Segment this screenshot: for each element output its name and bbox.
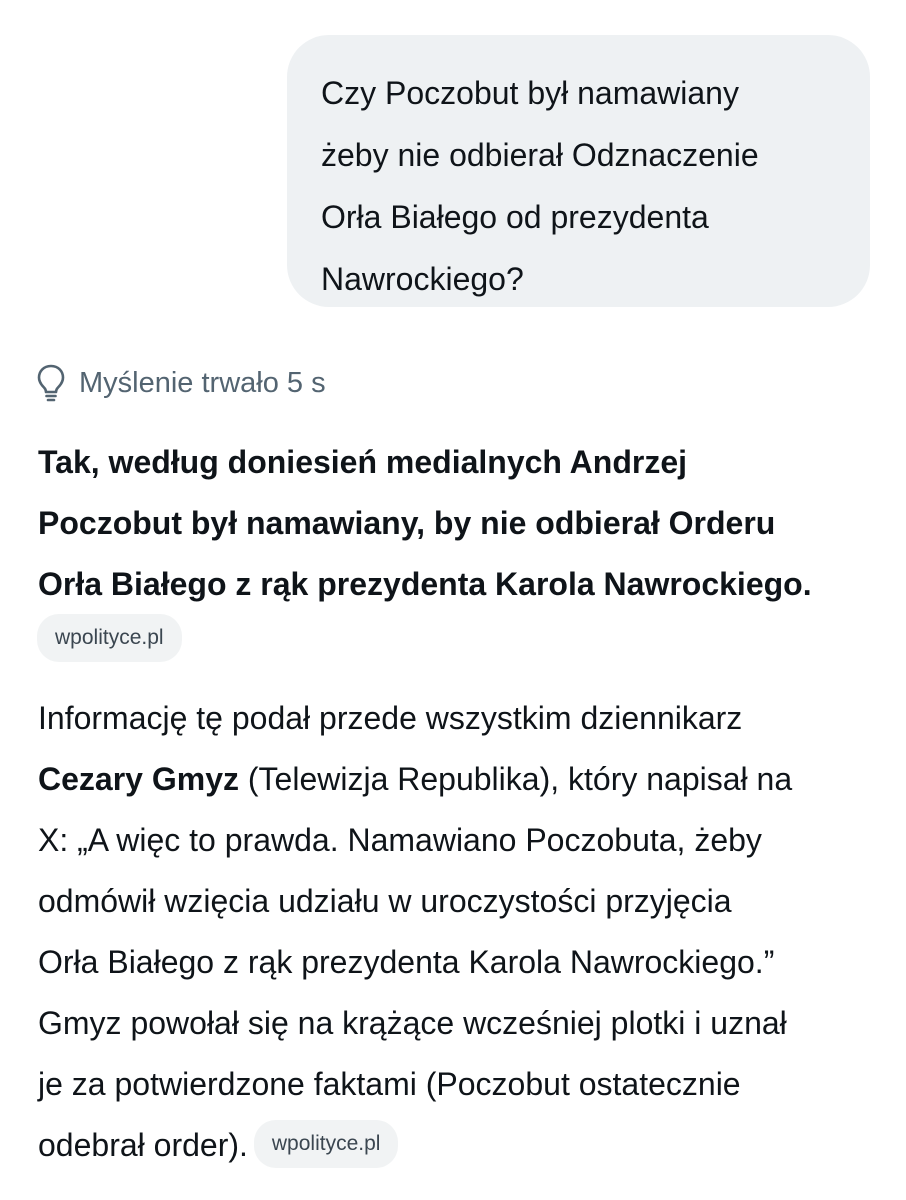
user-message-line: Orła Białego od prezydenta: [321, 199, 709, 235]
source-chip[interactable]: wpolityce.pl: [37, 614, 182, 662]
answer-body-line: Informację tę podał przede wszystkim dziennikarz: [38, 700, 743, 736]
thinking-toggle[interactable]: [36, 361, 326, 405]
answer-body-line: je za potwierdzone faktami (Poczobut ostatecznie: [38, 1066, 741, 1102]
answer-lead-line: Orła Białego z rąk prezydenta Karola Nawrockiego.: [38, 566, 812, 602]
source-chip[interactable]: wpolityce.pl: [254, 1120, 399, 1168]
answer-body-line: odmówił wzięcia udziału w uroczystości przyjęcia: [38, 883, 732, 919]
answer-body-text: odebrał order).: [38, 1127, 248, 1163]
answer-lead-line: Poczobut był namawiany, by nie odbierał Orderu: [38, 505, 776, 541]
user-message-line: Nawrockiego?: [321, 261, 524, 297]
user-message-line: żeby nie odbierał Odznaczenie: [321, 137, 759, 173]
journalist-name: Cezary Gmyz: [38, 761, 239, 797]
answer-body-line: X: „A więc to prawda. Namawiano Poczobuta, żeby: [38, 822, 762, 858]
user-message-bubble: [287, 35, 870, 307]
user-message-line: Czy Poczobut był namawiany: [321, 75, 739, 111]
answer-body-line: Gmyz powołał się na krążące wcześniej plotki i uznał: [38, 1005, 787, 1041]
answer-body-text: (Telewizja Republika), który napisał na: [238, 761, 793, 797]
answer-body-paragraph: [38, 688, 888, 1176]
answer-body-line: [38, 1115, 888, 1176]
answer-body-line: Orła Białego z rąk prezydenta Karola Nawrockiego.”: [38, 944, 775, 980]
answer-lead-paragraph: [38, 432, 878, 615]
lightbulb-icon: [36, 363, 66, 403]
answer-body-line: [38, 749, 888, 810]
answer-lead-line: Tak, według doniesień medialnych Andrzej: [38, 444, 688, 480]
thinking-duration-label: Myślenie trwało 5 s: [79, 366, 326, 399]
